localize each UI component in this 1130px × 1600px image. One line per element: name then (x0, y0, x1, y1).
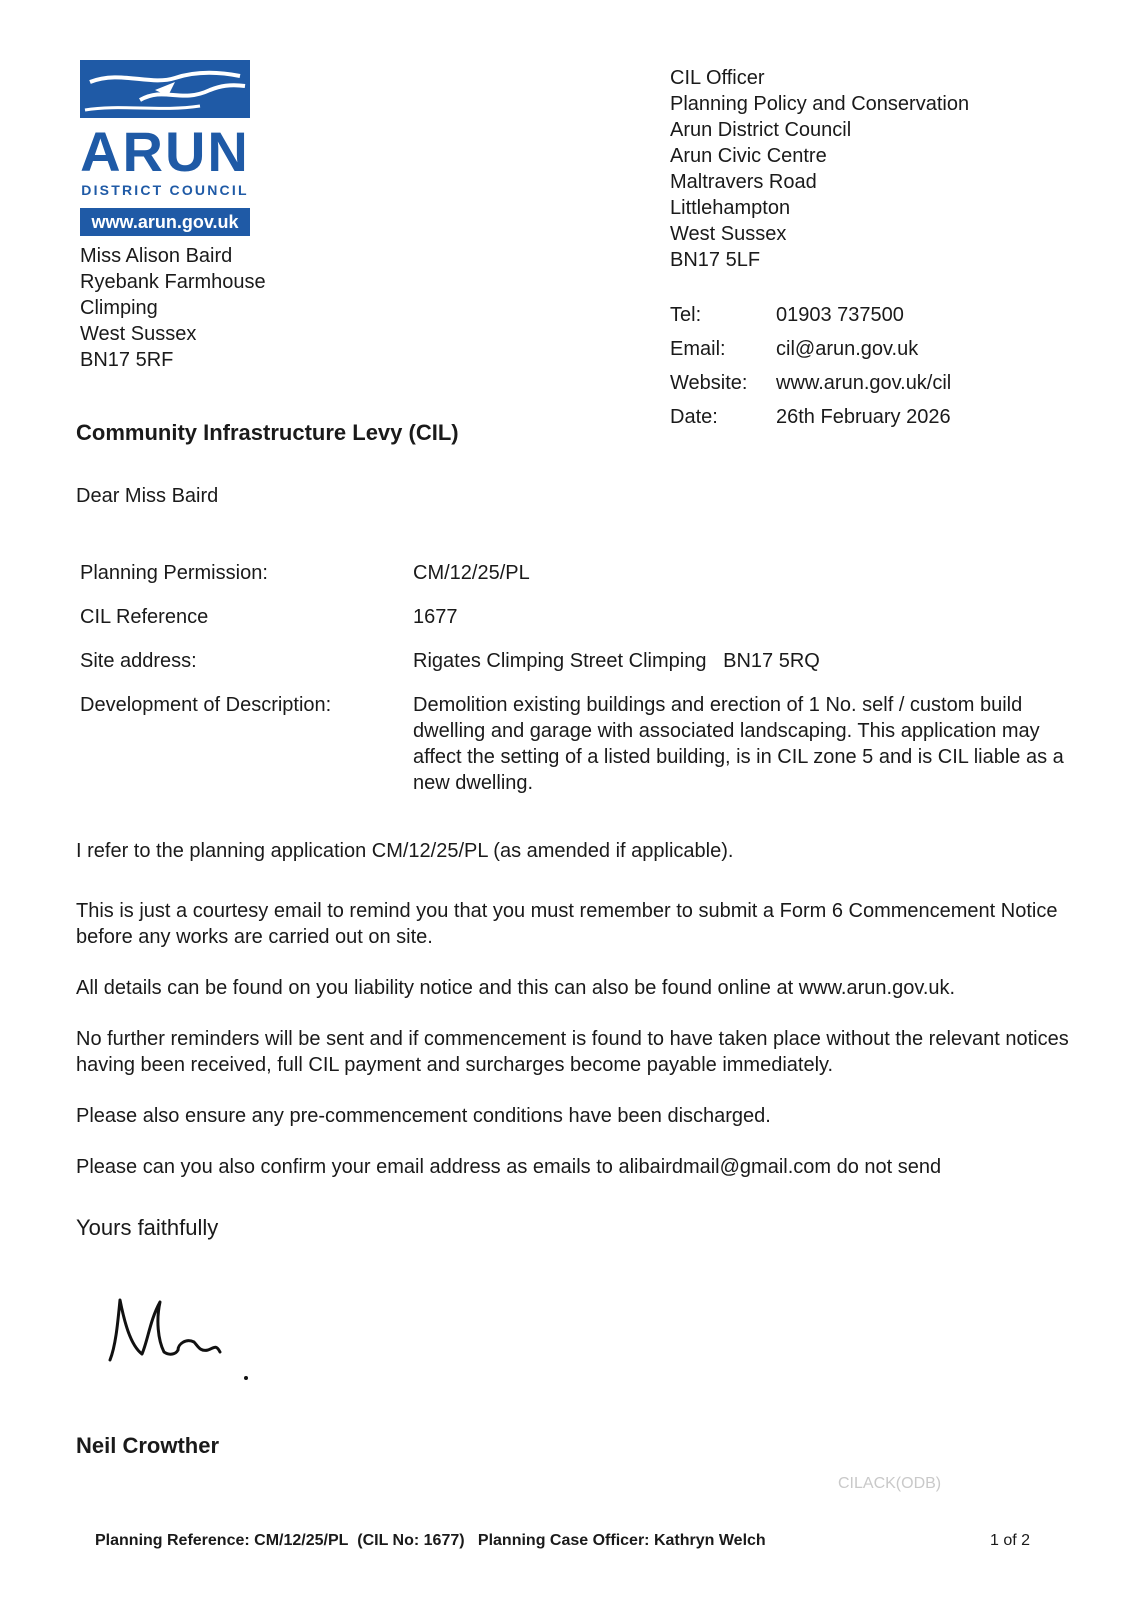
address-line: Planning Policy and Conservation (670, 93, 970, 115)
closing: Yours faithfully (76, 1215, 219, 1240)
seagull-wave-icon (80, 60, 250, 118)
website-value: www.arun.gov.uk/cil (776, 371, 952, 394)
footer-reference: Planning Reference: CM/12/25/PL (CIL No: 1677) Planning Case Officer: Kathryn Welch (95, 1532, 766, 1549)
contact-row-email (670, 332, 951, 366)
details-row (80, 604, 1080, 630)
details-label: Development of Description: (80, 694, 332, 716)
body-paragraph: All details can be found on you liability notice and this can also be found online at www.arun.gov.uk. (76, 977, 956, 999)
tel-value: 01903 737500 (776, 303, 904, 326)
details-label: Site address: (80, 650, 197, 672)
address-line: West Sussex (670, 223, 787, 245)
salutation: Dear Miss Baird (76, 485, 219, 507)
address-line: CIL Officer (670, 67, 765, 89)
details-value: 1677 (413, 606, 458, 628)
sender-address (670, 65, 969, 273)
date-value: 26th February 2026 (776, 405, 951, 428)
document-code: CILACK(ODB) (838, 1475, 942, 1492)
address-line: Climping (80, 297, 158, 319)
address-line: BN17 5RF (80, 349, 174, 371)
details-row (80, 648, 1080, 674)
tel-label: Tel: (670, 303, 702, 326)
address-line: Miss Alison Baird (80, 245, 233, 267)
body-paragraph: Please can you also confirm your email address as emails to alibairdmail@gmail.com do not send (76, 1156, 942, 1178)
email-value: cil@arun.gov.uk (776, 337, 919, 360)
details-value: CM/12/25/PL (413, 562, 530, 584)
website-label: Website: (670, 371, 748, 394)
details-table (80, 560, 1080, 814)
body-paragraph: This is just a courtesy email to remind you that you must remember to submit a Form 6 Commencement Notice before any works are carried out on site. (76, 900, 1058, 948)
details-value: Demolition existing buildings and erection of 1 No. self / custom build dwelling and garage with associated landscaping. This application may affect the setting of a listed building, is in CIL zone 5 and is CIL liable as a new dwelling. (413, 694, 1064, 794)
details-value: Rigates Climping Street Climping BN17 5RQ (413, 650, 820, 672)
details-row (80, 692, 1080, 796)
details-label: Planning Permission: (80, 562, 268, 584)
body-paragraph: Please also ensure any pre-commencement conditions have been discharged. (76, 1105, 771, 1127)
logo-url: www.arun.gov.uk (80, 208, 250, 236)
handwritten-signature (104, 1290, 264, 1400)
page-number: 1 of 2 (990, 1532, 1031, 1549)
contact-row-tel (670, 298, 951, 332)
contact-row-website (670, 366, 951, 400)
date-label: Date: (670, 405, 718, 428)
contact-row-date (670, 400, 951, 434)
address-line: Littlehampton (670, 197, 791, 219)
email-label: Email: (670, 337, 726, 360)
details-label: CIL Reference (80, 606, 209, 628)
council-logo (80, 60, 250, 236)
logo-subtitle: DISTRICT COUNCIL (81, 182, 249, 198)
address-line: West Sussex (80, 323, 197, 345)
address-line: Arun District Council (670, 119, 852, 141)
letter-heading: Community Infrastructure Levy (CIL) (76, 420, 459, 445)
details-row (80, 560, 1080, 586)
address-line: BN17 5LF (670, 249, 761, 271)
body-paragraph: No further reminders will be sent and if commencement is found to have taken place without the relevant notices having been received, full CIL payment and surcharges become payable immediately. (76, 1028, 1069, 1076)
address-line: Maltravers Road (670, 171, 817, 193)
address-line: Ryebank Farmhouse (80, 271, 266, 293)
recipient-address (80, 243, 266, 373)
contact-details (670, 298, 951, 434)
address-line: Arun Civic Centre (670, 145, 827, 167)
signatory-name: Neil Crowther (76, 1433, 220, 1458)
logo-wordmark: ARUN (80, 120, 250, 183)
body-paragraph: I refer to the planning application CM/12/25/PL (as amended if applicable). (76, 840, 734, 862)
